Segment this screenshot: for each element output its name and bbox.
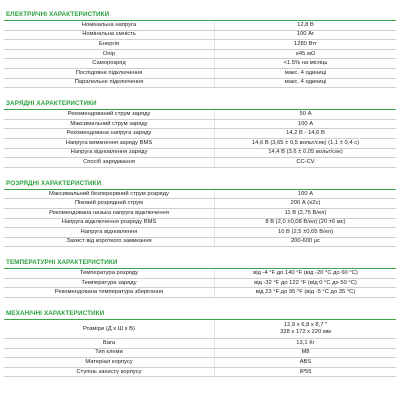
row-value: M8: [214, 349, 396, 358]
row-label: Напруга відновлення: [80, 228, 138, 235]
table-row: [4, 129, 396, 139]
row-label: Рекомендований струм заряду: [67, 110, 151, 117]
row-value-imperial: 12,9 x 6,8 x 8,7 ": [283, 322, 328, 329]
row-label: Напруга вимкнення заряду BMS: [65, 139, 153, 146]
row-label: Піковий розрядний струм: [75, 200, 143, 207]
row-label: Максимальний безперервний струм розряду: [49, 190, 169, 197]
section-title: РОЗРЯДНІ ХАРАКТЕРИСТИКИ: [4, 179, 396, 190]
row-value: 100 А: [214, 190, 396, 199]
table-row: [4, 228, 396, 238]
spacer: [4, 247, 396, 258]
row-value: 14,2 В - 14,6 В: [214, 129, 396, 138]
row-label: Опір: [102, 50, 116, 57]
table-row: [4, 79, 396, 89]
row-label: Номінальна ємність: [82, 31, 136, 38]
table-row: [4, 59, 396, 69]
row-value: від -32 °F до 122 °F (від 0 °C до 50 °C): [214, 279, 396, 288]
row-label: Матеріал корпусу: [85, 359, 133, 366]
table-row: [4, 139, 396, 149]
table-row: [4, 120, 396, 130]
row-value: 100 А: [214, 120, 396, 129]
row-label: Номінальна напруга: [81, 21, 137, 28]
row-value: 100 Аг: [214, 31, 396, 40]
row-value: <1.5% на місяць: [214, 59, 396, 68]
table-row: [4, 209, 396, 219]
table-row: [4, 50, 396, 60]
spacer: [4, 88, 396, 99]
row-label: Розміри (Д х Ш х В): [83, 325, 135, 332]
row-value: 14,6 В (3,65 ± 0,5 вольт/сек) (1,1 ± 0,4 с): [214, 139, 396, 148]
table-row: [4, 219, 396, 229]
row-value: 1280 Втг: [214, 40, 396, 49]
row-value: 13,1 Кг: [214, 339, 396, 348]
row-label: Рекомендована низька напруга відключення: [49, 209, 169, 216]
row-label: Рекомендована температура зберігання: [54, 289, 164, 296]
row-label: Максимальний струм заряду: [70, 120, 148, 127]
row-value: CC-CV: [214, 158, 396, 167]
section-title: ЗАРЯДНІ ХАРАКТЕРИСТИКИ: [4, 99, 396, 110]
spacer: [4, 168, 396, 179]
row-value: макс. 4 одиниці: [214, 79, 396, 88]
row-value: 8 В (2,0 ±0,08 В/ел) (20 ±6 мс): [214, 219, 396, 228]
table-row: [4, 358, 396, 368]
row-value: 10 В (2,5 ±0,05 В/ел): [214, 228, 396, 237]
section-temperature: [4, 258, 396, 298]
table-row: [4, 190, 396, 200]
section-charging: [4, 99, 396, 168]
row-label: Послідовне підключення: [75, 69, 143, 76]
table-row: [4, 288, 396, 298]
row-value: 12,8 В: [214, 21, 396, 30]
row-label: Спосіб заряджання: [83, 158, 135, 165]
section-electrical: [4, 10, 396, 88]
row-value: ≤45 мΩ: [214, 50, 396, 59]
table-row: [4, 238, 396, 248]
table-row: [4, 40, 396, 50]
table-row: [4, 149, 396, 159]
row-value: IP55: [214, 368, 396, 377]
row-value-metric: 328 x 172 x 220 мм: [280, 329, 331, 336]
row-label: Напруга відновлення заряду: [70, 149, 148, 156]
table-row: [4, 368, 396, 378]
row-value: [214, 320, 396, 338]
section-discharging: [4, 179, 396, 248]
row-label: Ступінь захисту корпусу: [76, 368, 142, 375]
table-row: [4, 269, 396, 279]
row-label: Енергія: [98, 40, 120, 47]
row-label: Температура заряду: [81, 279, 137, 286]
row-label: Захист від короткого замикання: [66, 238, 152, 245]
row-value: від -4 °F до 140 °F (від -20 °C до 60 °C): [214, 269, 396, 278]
section-title: МЕХАНІЧНІ ХАРАКТЕРИСТИКИ: [4, 309, 396, 320]
spacer: [4, 0, 396, 10]
section-title: ЕЛЕКТРИЧНІ ХАРАКТЕРИСТИКИ: [4, 10, 396, 21]
table-row: [4, 339, 396, 349]
section-title: ТЕМПЕРАТУРНІ ХАРАКТЕРИСТИКИ: [4, 258, 396, 269]
row-label: Саморозряд: [92, 60, 126, 67]
table-row: [4, 320, 396, 339]
row-value: ABS: [214, 358, 396, 367]
row-label: Вага: [102, 339, 116, 346]
section-mechanical: [4, 309, 396, 377]
table-row: [4, 199, 396, 209]
row-label: Температура розряду: [79, 270, 139, 277]
row-value: 11 В (2,75 В/ел): [214, 209, 396, 218]
table-row: [4, 31, 396, 41]
table-row: [4, 21, 396, 31]
table-row: [4, 279, 396, 289]
table-row: [4, 110, 396, 120]
row-value: 14,4 В (3,6 ± 0,05 вольт/сек): [214, 149, 396, 158]
row-value: 200-600 μс: [214, 238, 396, 247]
row-value: 50 А: [214, 110, 396, 119]
row-label: Тип клеми: [95, 349, 123, 356]
row-label: Напруга відключення розряду BMS: [61, 219, 157, 226]
table-row: [4, 158, 396, 168]
row-value: макс. 4 одиниці: [214, 69, 396, 78]
table-row: [4, 349, 396, 359]
row-label: Паралельне підключення: [74, 79, 144, 86]
table-row: [4, 69, 396, 79]
row-value: від 23 °F до 95 °F (від -5 °C до 35 °C): [214, 288, 396, 297]
row-value: 200 А (≤2с): [214, 199, 396, 208]
row-label: Рекомендована напруга заряду: [66, 130, 152, 137]
spacer: [4, 298, 396, 309]
